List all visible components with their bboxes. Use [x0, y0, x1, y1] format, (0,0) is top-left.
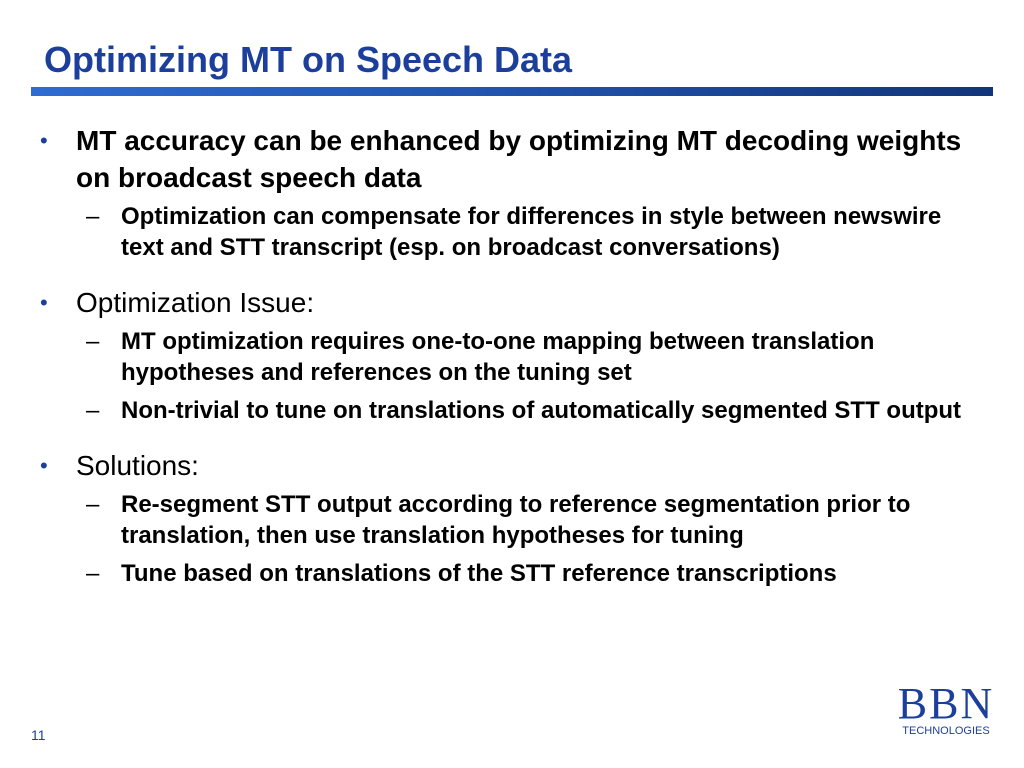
logo-subtitle: TECHNOLOGIES: [902, 725, 990, 737]
sub-bullet-text: Tune based on translations of the STT reference transcriptions: [121, 560, 837, 587]
sub-bullet-item: [36, 395, 986, 426]
dash-icon: [86, 326, 99, 357]
bullet-item: [36, 284, 986, 321]
slide-number: 11: [31, 727, 46, 743]
bullet-dot-icon: [40, 284, 48, 321]
bullet-item: [36, 122, 986, 196]
sub-bullet-item: [36, 558, 986, 589]
sub-bullet-item: [36, 201, 986, 263]
slide-title: Optimizing MT on Speech Data: [44, 39, 573, 80]
dash-icon: [86, 558, 99, 589]
logo-wordmark: BBN: [897, 679, 995, 728]
bullet-text: MT accuracy can be enhanced by optimizing MT decoding weights on broadcast speech data: [76, 125, 962, 193]
title-divider: [31, 87, 993, 96]
sub-bullet-text: Re-segment STT output according to reference segmentation prior to translation, then use translation hypotheses for tuning: [121, 491, 911, 549]
bullet-item: [36, 447, 986, 484]
sub-bullet-item: [36, 326, 986, 388]
sub-bullet-text: MT optimization requires one-to-one mapping between translation hypotheses and references on the tuning set: [121, 328, 875, 386]
bbn-logo: [896, 679, 996, 737]
dash-icon: [86, 201, 99, 232]
sub-bullet-text: Non-trivial to tune on translations of automatically segmented STT output: [121, 397, 962, 424]
bullet-text: Solutions:: [76, 450, 199, 481]
bullet-list: [36, 122, 986, 596]
bullet-text: Optimization Issue:: [76, 287, 315, 318]
sub-bullet-text: Optimization can compensate for differences in style between newswire text and STT transcript (esp. on broadcast conversations): [121, 203, 942, 261]
bullet-dot-icon: [40, 447, 48, 484]
bullet-dot-icon: [40, 122, 48, 159]
sub-bullet-item: [36, 489, 986, 551]
dash-icon: [86, 489, 99, 520]
spacer: [36, 433, 986, 447]
spacer: [36, 270, 986, 284]
dash-icon: [86, 395, 99, 426]
